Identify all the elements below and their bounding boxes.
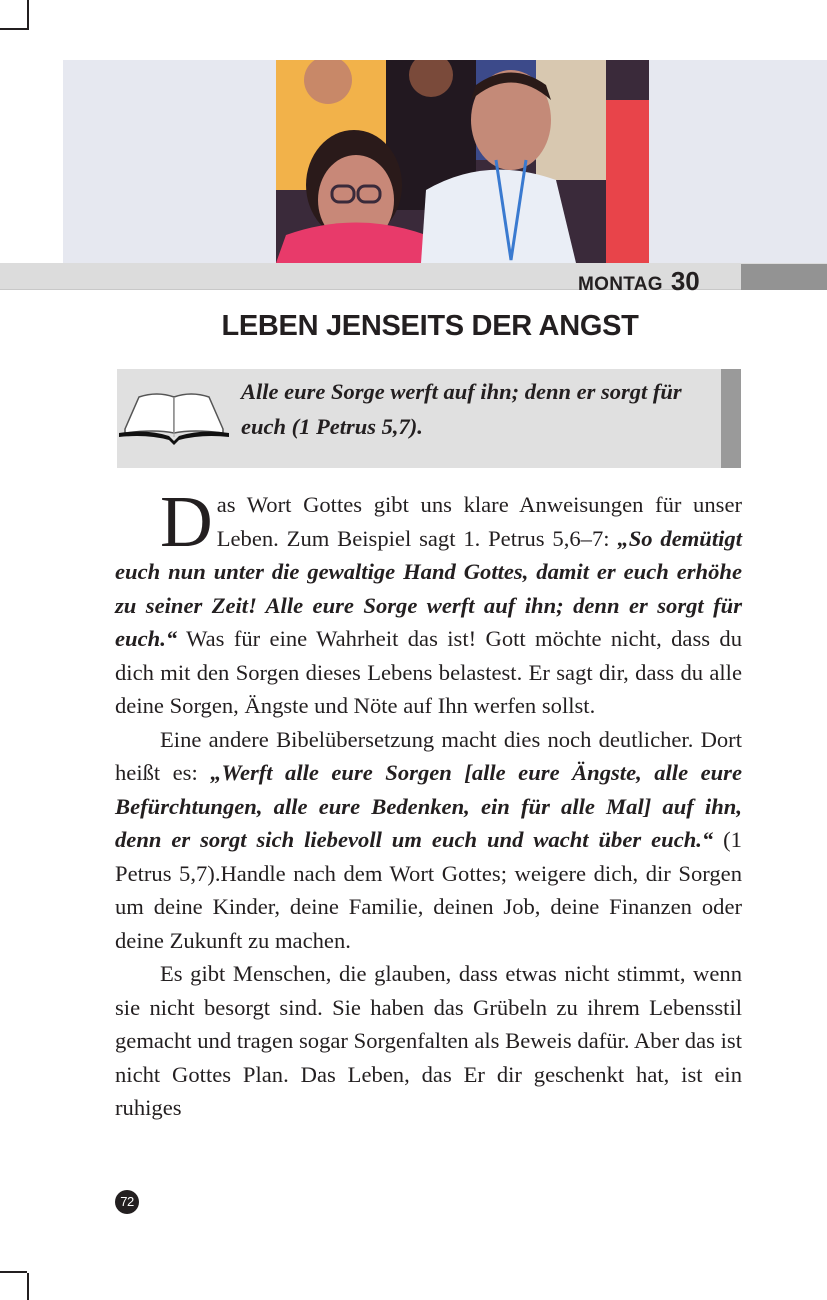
verse-box <box>117 369 741 468</box>
paragraph-1 <box>115 481 743 723</box>
scripture-quote: „So demütigt euch nun unter die gewaltige Hand Gottes, damit er euch erhöhe zu seiner Zeit! Alle eure Sorge werft auf ihn; denn er sorgt für euch.“ <box>115 525 743 651</box>
page-title: LEBEN JENSEITS DER ANGST <box>221 310 639 342</box>
header-photo <box>276 60 649 263</box>
article-body <box>115 481 743 1125</box>
scripture-quote: „Werft alle eure Sorgen [alle eure Ängste, alle eure Befürchtungen, alle eure Bedenken, ein für alle Mal] auf ihn, denn er sorgt sich liebevoll um euch und wacht über euch.“ <box>115 760 742 852</box>
verse-accent-bar <box>721 369 741 468</box>
paragraph-text: as Wort Gottes gibt uns klare Anweisungen für unser Leben. Zum Beispiel sagt 1. Petrus 5,6–7: <box>216 492 742 551</box>
paragraph-2 <box>115 723 742 958</box>
day-bar-accent <box>741 264 827 290</box>
crop-mark-bottom-left-h <box>0 1271 27 1273</box>
open-book-icon <box>117 389 232 445</box>
paragraph-text: Es gibt Menschen, die glauben, dass etwas nicht stimmt, wenn sie nicht besorgt sind. Sie haben das Grübeln zu ihrem Lebensstil gemacht und tragen sogar Sorgenfalten als Beweis dafür. Aber das ist nicht Gottes Plan. Das Leben, das Er dir geschenkt hat, ist ein ruhiges <box>115 961 742 1120</box>
people-photo-illustration <box>276 60 649 263</box>
crop-mark-top-left-v <box>27 0 29 30</box>
paragraph-3 <box>115 957 742 1125</box>
paragraph-text: Was für eine Wahrheit das ist! Gott möchte nicht, dass du dich mit den Sorgen dieses Lebens belastest. Er sagt dir, dass du alle deine Sorgen, Ängste und Nöte auf Ihn werfen sollst. <box>115 626 742 718</box>
paragraph-text: (1 Petrus 5,7).Handle nach dem Wort Gottes; weigere dich, dir Sorgen um deine Kinder, deine Familie, deinen Job, deine Finanzen oder deine Zukunft zu machen. <box>115 827 742 953</box>
day-label <box>578 264 700 294</box>
day-number: 30 <box>670 266 700 296</box>
paragraph-text: Eine andere Bibelübersetzung macht dies noch deutlicher. Dort heißt es: <box>115 726 742 785</box>
verse-text: Alle eure Sorge werft auf ihn; denn er sorgt für euch (1 Petrus 5,7). <box>241 379 682 439</box>
crop-mark-top-left-h <box>0 28 28 30</box>
drop-cap: D <box>160 481 213 562</box>
day-bar <box>0 263 827 290</box>
day-name: MONTAG <box>578 274 663 295</box>
crop-mark-bottom-left-v <box>27 1273 29 1300</box>
page-number-badge: 72 <box>115 1190 139 1214</box>
